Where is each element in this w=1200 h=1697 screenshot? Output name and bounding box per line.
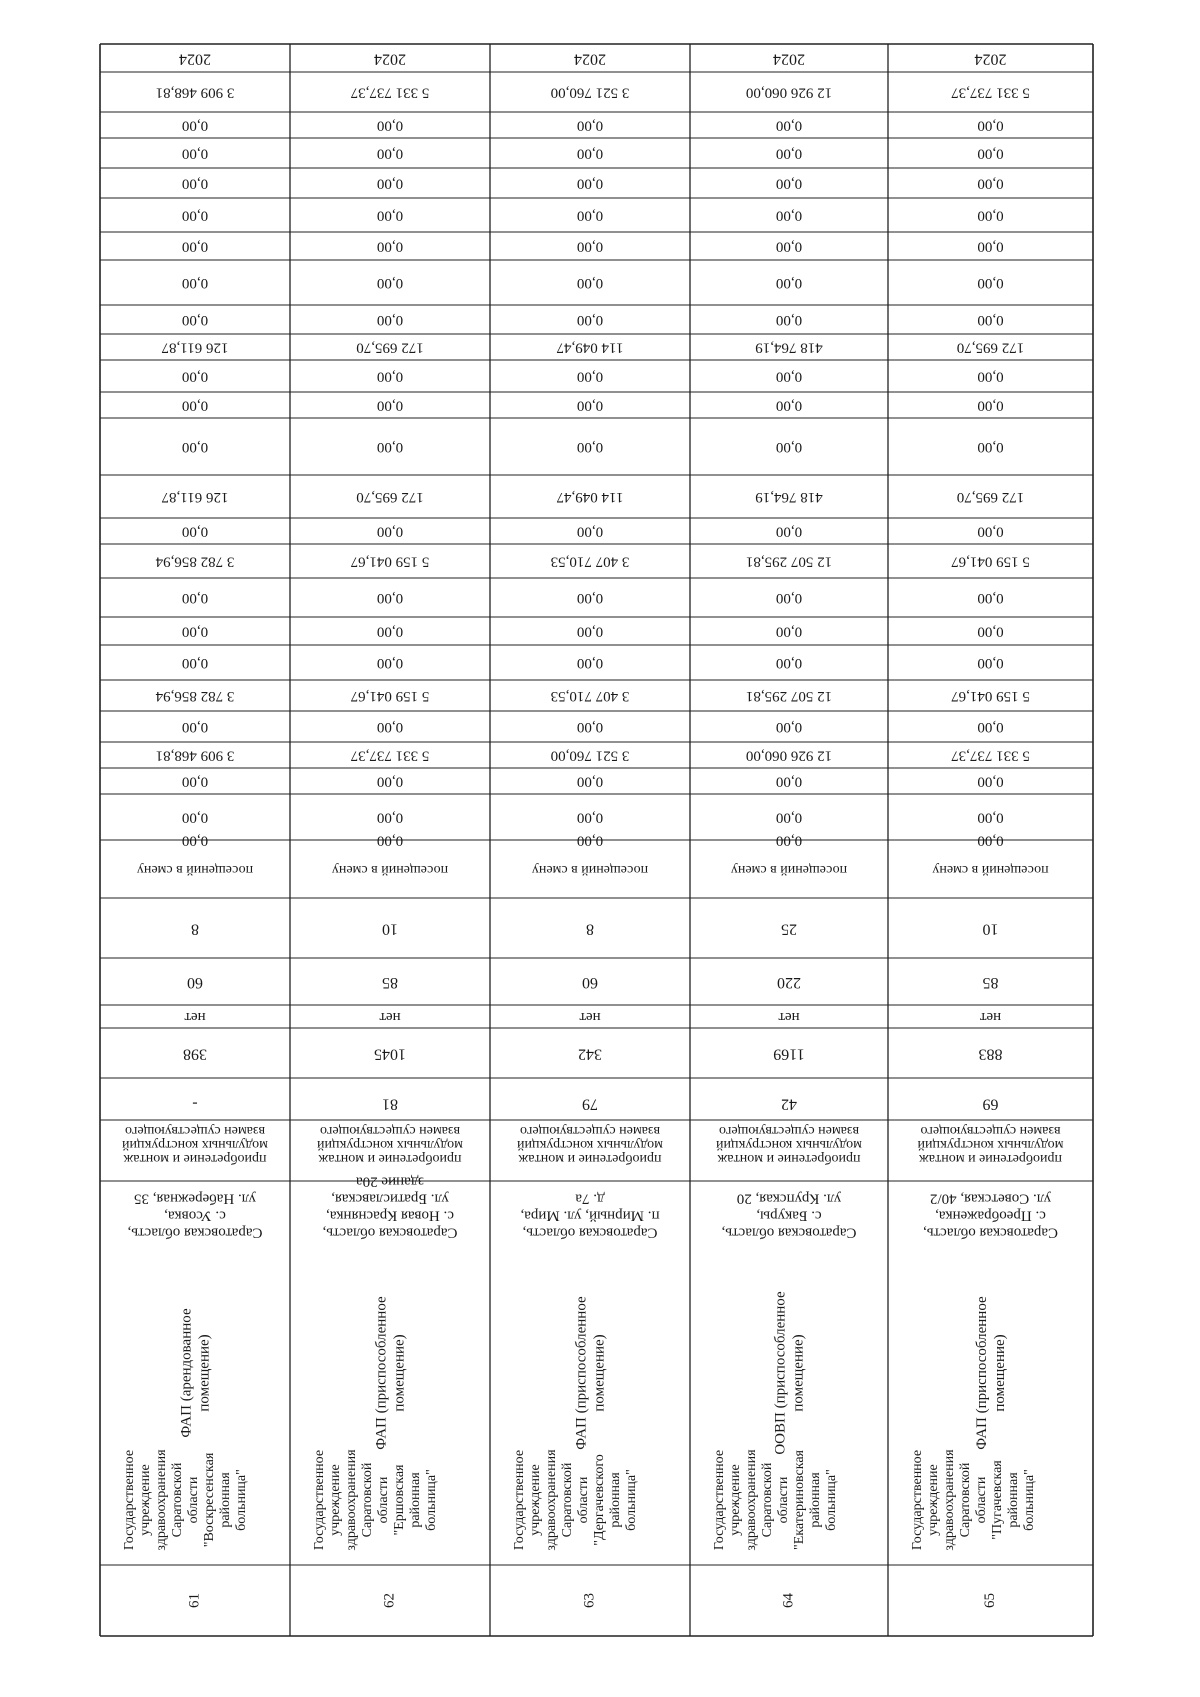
capacity-unit-cell: посещений в смену bbox=[531, 861, 649, 877]
flag-cell: нет bbox=[778, 1009, 800, 1026]
institution-line: больница" bbox=[234, 1469, 250, 1531]
amount-cell: 0,00 bbox=[181, 719, 209, 736]
amount-cell: 0,00 bbox=[977, 312, 1004, 329]
institution-line: "Екатериновская bbox=[792, 1449, 808, 1551]
amount-cell: 0,00 bbox=[376, 623, 404, 640]
amount-cell: 0,00 bbox=[376, 175, 404, 192]
area-cell: 60 bbox=[187, 973, 203, 991]
address-line: д. 7а bbox=[575, 1190, 605, 1207]
amount-cell: 0,00 bbox=[181, 832, 209, 849]
facility-type-line: ООВП (приспособленное bbox=[772, 1291, 789, 1455]
amount-cell: 0,00 bbox=[576, 719, 604, 736]
amount-cell: 126 611,87 bbox=[161, 339, 229, 356]
amount-cell: 0,00 bbox=[181, 623, 209, 640]
address-line: ул. Крупская, 20 bbox=[736, 1190, 842, 1207]
amount-cell: 0,00 bbox=[376, 312, 404, 329]
amount-cell: 5 331 737,37 bbox=[350, 84, 430, 101]
amount-cell: 0,00 bbox=[775, 145, 803, 162]
institution-line: больница" bbox=[624, 1469, 640, 1531]
population-cell: 398 bbox=[183, 1045, 207, 1063]
row-number: 64 bbox=[780, 1593, 797, 1608]
amount-cell: 0,00 bbox=[376, 719, 404, 736]
institution-line: учреждение bbox=[138, 1464, 154, 1536]
institution-line: Саратовской bbox=[170, 1462, 186, 1538]
amount-cell: 0,00 bbox=[576, 809, 604, 826]
work-description-line: приобретение и монтаж bbox=[919, 1150, 1062, 1166]
amount-cell: 0,00 bbox=[181, 275, 209, 292]
institution-line: Государственное bbox=[122, 1449, 138, 1551]
year-cell: 2024 bbox=[574, 50, 606, 68]
facility-type-line: ФАП (арендованное bbox=[178, 1308, 195, 1438]
amount-cell: 0,00 bbox=[181, 117, 209, 134]
amount-cell: 0,00 bbox=[977, 238, 1004, 255]
capacity-unit-cell: посещений в смену bbox=[730, 861, 848, 877]
amount-cell: 0,00 bbox=[181, 207, 209, 224]
facility-type-line: ФАП (приспособленное bbox=[573, 1296, 590, 1450]
year-built-cell: 69 bbox=[982, 1095, 999, 1113]
work-description-line: модульных конструкций bbox=[317, 1136, 463, 1152]
amount-cell: 0,00 bbox=[181, 590, 209, 607]
year-cell: 2024 bbox=[179, 50, 211, 68]
amount-cell: 3 521 760,00 bbox=[550, 84, 630, 101]
amount-cell: 12 507 295,81 bbox=[745, 553, 833, 570]
row-number: 61 bbox=[186, 1593, 203, 1608]
area-cell: 85 bbox=[982, 973, 999, 991]
amount-cell: 0,00 bbox=[977, 590, 1004, 607]
amount-cell: 3 407 710,53 bbox=[550, 553, 630, 570]
amount-cell: 0,00 bbox=[576, 623, 604, 640]
amount-cell: 126 611,87 bbox=[161, 489, 229, 506]
institution-line: Саратовской bbox=[958, 1462, 974, 1538]
population-cell: 883 bbox=[978, 1045, 1003, 1063]
address-line: Саратовская область, bbox=[522, 1224, 658, 1241]
amount-cell: 0,00 bbox=[775, 655, 803, 672]
amount-cell: 0,00 bbox=[576, 312, 604, 329]
address-line: здание 20а bbox=[355, 1173, 425, 1190]
work-description-line: модульных конструкций bbox=[716, 1136, 862, 1152]
amount-cell: 3 909 468,81 bbox=[155, 84, 235, 101]
amount-cell: 0,00 bbox=[977, 773, 1004, 790]
amount-cell: 0,00 bbox=[977, 523, 1004, 540]
institution-line: здравоохранения bbox=[154, 1449, 170, 1551]
institution-line: Саратовской bbox=[560, 1462, 576, 1538]
year-built-cell: - bbox=[192, 1095, 198, 1113]
capacity-cell: 25 bbox=[781, 920, 797, 938]
amount-cell: 0,00 bbox=[775, 312, 803, 329]
amount-cell: 0,00 bbox=[376, 655, 404, 672]
amount-cell: 0,00 bbox=[977, 397, 1004, 414]
amount-cell: 0,00 bbox=[376, 117, 404, 134]
facility-type-line: помещение) bbox=[196, 1334, 213, 1412]
amount-cell: 0,00 bbox=[576, 832, 604, 849]
amount-cell: 0,00 bbox=[181, 655, 209, 672]
amount-cell: 0,00 bbox=[181, 523, 209, 540]
row-number: 65 bbox=[981, 1593, 998, 1608]
amount-cell: 418 764,19 bbox=[755, 339, 823, 356]
amount-cell: 5 331 737,37 bbox=[350, 747, 430, 764]
institution-line: области bbox=[376, 1476, 392, 1524]
institution-line: "Дергачевского bbox=[592, 1454, 608, 1546]
amount-cell: 0,00 bbox=[181, 238, 209, 255]
amount-cell: 0,00 bbox=[376, 207, 404, 224]
amount-cell: 0,00 bbox=[376, 590, 404, 607]
amount-cell: 0,00 bbox=[576, 145, 604, 162]
amount-cell: 0,00 bbox=[376, 523, 404, 540]
amount-cell: 0,00 bbox=[181, 397, 209, 414]
institution-line: "Ершовская bbox=[392, 1464, 408, 1536]
work-description-line: взамен существующего bbox=[319, 1122, 461, 1138]
address-line: Саратовская область, bbox=[322, 1224, 458, 1241]
amount-cell: 0,00 bbox=[775, 207, 803, 224]
amount-cell: 0,00 bbox=[977, 809, 1004, 826]
amount-cell: 5 331 737,37 bbox=[951, 747, 1030, 764]
institution-line: Государственное bbox=[512, 1449, 528, 1551]
institution-line: "Пугачевская bbox=[990, 1460, 1006, 1540]
institution-line: учреждение bbox=[728, 1464, 744, 1536]
institution-line: районная bbox=[808, 1472, 824, 1528]
institution-line: учреждение bbox=[328, 1464, 344, 1536]
amount-cell: 5 159 041,67 bbox=[350, 688, 430, 705]
capacity-cell: 10 bbox=[982, 920, 999, 938]
amount-cell: 0,00 bbox=[977, 719, 1004, 736]
amount-cell: 3 407 710,53 bbox=[550, 688, 630, 705]
amount-cell: 0,00 bbox=[977, 145, 1004, 162]
amount-cell: 0,00 bbox=[576, 523, 604, 540]
institution-line: районная bbox=[608, 1472, 624, 1528]
amount-cell: 12 926 060,00 bbox=[745, 84, 833, 101]
work-description-line: приобретение и монтаж bbox=[518, 1150, 662, 1166]
address-line: с. Усовка, bbox=[164, 1207, 226, 1224]
capacity-cell: 8 bbox=[586, 920, 594, 938]
institution-line: области bbox=[186, 1476, 202, 1524]
amount-cell: 0,00 bbox=[977, 655, 1004, 672]
amount-cell: 0,00 bbox=[576, 207, 604, 224]
amount-cell: 0,00 bbox=[977, 207, 1004, 224]
facility-type-line: помещение) bbox=[391, 1334, 408, 1412]
amount-cell: 5 331 737,37 bbox=[951, 84, 1030, 101]
amount-cell: 0,00 bbox=[376, 773, 404, 790]
amount-cell: 0,00 bbox=[775, 523, 803, 540]
facility-type-line: ФАП (приспособленное bbox=[973, 1296, 990, 1450]
amount-cell: 0,00 bbox=[775, 175, 803, 192]
amount-cell: 0,00 bbox=[576, 368, 604, 385]
amount-cell: 0,00 bbox=[775, 623, 803, 640]
work-description-line: взамен существующего bbox=[124, 1122, 266, 1138]
amount-cell: 172 695,70 bbox=[356, 489, 424, 506]
institution-line: районная bbox=[218, 1472, 234, 1528]
amount-cell: 0,00 bbox=[576, 238, 604, 255]
flag-cell: нет bbox=[579, 1009, 601, 1026]
amount-cell: 172 695,70 bbox=[956, 489, 1025, 506]
amount-cell: 12 926 060,00 bbox=[745, 747, 833, 764]
year-built-cell: 79 bbox=[582, 1095, 598, 1113]
amount-cell: 0,00 bbox=[376, 238, 404, 255]
amount-cell: 0,00 bbox=[576, 439, 604, 456]
institution-line: Государственное bbox=[712, 1449, 728, 1551]
address-line: с. Новая Краснянка, bbox=[326, 1207, 454, 1224]
amount-cell: 0,00 bbox=[576, 117, 604, 134]
capacity-cell: 10 bbox=[382, 920, 398, 938]
work-description-line: приобретение и монтаж bbox=[318, 1150, 462, 1166]
amount-cell: 0,00 bbox=[775, 832, 803, 849]
amount-cell: 418 764,19 bbox=[755, 489, 823, 506]
row-number: 63 bbox=[581, 1593, 598, 1608]
amount-cell: 0,00 bbox=[376, 275, 404, 292]
work-description-line: приобретение и монтаж bbox=[123, 1150, 267, 1166]
institution-line: районная bbox=[1006, 1472, 1022, 1528]
amount-cell: 0,00 bbox=[775, 773, 803, 790]
amount-cell: 0,00 bbox=[977, 117, 1004, 134]
area-cell: 60 bbox=[582, 973, 598, 991]
amount-cell: 0,00 bbox=[775, 397, 803, 414]
amount-cell: 0,00 bbox=[775, 439, 803, 456]
work-description-line: взамен существующего bbox=[718, 1122, 860, 1138]
amount-cell: 5 159 041,67 bbox=[951, 688, 1030, 705]
amount-cell: 0,00 bbox=[181, 439, 209, 456]
amount-cell: 0,00 bbox=[181, 175, 209, 192]
institution-line: здравоохранения bbox=[942, 1449, 958, 1551]
amount-cell: 0,00 bbox=[181, 368, 209, 385]
institution-line: учреждение bbox=[528, 1464, 544, 1536]
amount-cell: 0,00 bbox=[775, 117, 803, 134]
amount-cell: 0,00 bbox=[181, 312, 209, 329]
amount-cell: 114 049,47 bbox=[556, 339, 624, 356]
institution-line: учреждение bbox=[926, 1464, 942, 1536]
capacity-cell: 8 bbox=[191, 920, 199, 938]
year-cell: 2024 bbox=[374, 50, 406, 68]
institution-line: больница" bbox=[824, 1469, 840, 1531]
institution-line: больница" bbox=[1022, 1469, 1038, 1531]
amount-cell: 0,00 bbox=[181, 809, 209, 826]
amount-cell: 0,00 bbox=[376, 809, 404, 826]
institution-line: области bbox=[576, 1476, 592, 1524]
amount-cell: 0,00 bbox=[376, 832, 404, 849]
institution-line: "Воскресенская bbox=[202, 1452, 218, 1548]
row-number: 62 bbox=[381, 1593, 398, 1608]
institution-line: области bbox=[776, 1476, 792, 1524]
address-line: ул. Набережная, 35 bbox=[133, 1190, 257, 1207]
amount-cell: 3 782 856,94 bbox=[155, 553, 235, 570]
amount-cell: 5 159 041,67 bbox=[350, 553, 430, 570]
address-line: ул. Советская, 40/2 bbox=[929, 1190, 1052, 1207]
year-cell: 2024 bbox=[773, 50, 805, 68]
flag-cell: нет bbox=[979, 1009, 1002, 1026]
amount-cell: 3 909 468,81 bbox=[155, 747, 235, 764]
capacity-unit-cell: посещений в смену bbox=[136, 861, 254, 877]
amount-cell: 0,00 bbox=[576, 275, 604, 292]
amount-cell: 0,00 bbox=[977, 275, 1004, 292]
area-cell: 85 bbox=[382, 973, 398, 991]
flag-cell: нет bbox=[184, 1009, 206, 1026]
amount-cell: 12 507 295,81 bbox=[745, 688, 833, 705]
work-description-line: взамен существующего bbox=[920, 1122, 1061, 1138]
address-line: ул. Братиславская, bbox=[331, 1190, 449, 1207]
amount-cell: 0,00 bbox=[376, 145, 404, 162]
institution-line: Государственное bbox=[910, 1449, 926, 1551]
institution-line: Саратовской bbox=[760, 1462, 776, 1538]
amount-cell: 172 695,70 bbox=[356, 339, 424, 356]
institution-line: здравоохранения bbox=[344, 1449, 360, 1551]
population-cell: 1169 bbox=[773, 1045, 805, 1063]
amount-cell: 0,00 bbox=[775, 275, 803, 292]
amount-cell: 114 049,47 bbox=[556, 489, 624, 506]
amount-cell: 3 521 760,00 bbox=[550, 747, 630, 764]
amount-cell: 172 695,70 bbox=[956, 339, 1025, 356]
amount-cell: 0,00 bbox=[775, 719, 803, 736]
amount-cell: 0,00 bbox=[376, 439, 404, 456]
amount-cell: 0,00 bbox=[376, 368, 404, 385]
amount-cell: 5 159 041,67 bbox=[951, 553, 1030, 570]
amount-cell: 0,00 bbox=[775, 368, 803, 385]
facility-type-line: ФАП (приспособленное bbox=[373, 1296, 390, 1450]
amount-cell: 0,00 bbox=[576, 397, 604, 414]
facility-type-line: помещение) bbox=[591, 1334, 608, 1412]
institution-line: районная bbox=[408, 1472, 424, 1528]
work-description-line: модульных конструкций bbox=[917, 1136, 1064, 1152]
address-line: с. Преображенка, bbox=[935, 1207, 1046, 1224]
institution-line: больница" bbox=[424, 1469, 440, 1531]
amount-cell: 3 782 856,94 bbox=[155, 688, 235, 705]
institution-line: Государственное bbox=[312, 1449, 328, 1551]
year-cell: 2024 bbox=[974, 50, 1007, 68]
address-line: Саратовская область, bbox=[721, 1224, 857, 1241]
capacity-unit-cell: посещений в смену bbox=[932, 861, 1049, 877]
work-description-line: приобретение и монтаж bbox=[717, 1150, 861, 1166]
amount-cell: 0,00 bbox=[977, 368, 1004, 385]
work-description-line: модульных конструкций bbox=[122, 1136, 268, 1152]
work-description-line: взамен существующего bbox=[519, 1122, 661, 1138]
facility-type-line: помещение) bbox=[790, 1334, 807, 1412]
address-line: с. Бакуры, bbox=[756, 1207, 822, 1224]
population-cell: 342 bbox=[578, 1045, 602, 1063]
address-line: Саратовская область, bbox=[922, 1224, 1059, 1241]
amount-cell: 0,00 bbox=[181, 145, 209, 162]
institution-line: Саратовской bbox=[360, 1462, 376, 1538]
amount-cell: 0,00 bbox=[376, 397, 404, 414]
amount-cell: 0,00 bbox=[977, 832, 1004, 849]
institution-line: здравоохранения bbox=[744, 1449, 760, 1551]
amount-cell: 0,00 bbox=[576, 773, 604, 790]
amount-cell: 0,00 bbox=[576, 590, 604, 607]
amount-cell: 0,00 bbox=[977, 175, 1004, 192]
institution-line: здравоохранения bbox=[544, 1449, 560, 1551]
amount-cell: 0,00 bbox=[576, 175, 604, 192]
amount-cell: 0,00 bbox=[775, 238, 803, 255]
area-cell: 220 bbox=[777, 973, 801, 991]
population-cell: 1045 bbox=[374, 1045, 406, 1063]
year-built-cell: 81 bbox=[382, 1095, 398, 1113]
address-line: п. Мирный, ул. Мира, bbox=[520, 1207, 660, 1224]
amount-cell: 0,00 bbox=[977, 439, 1004, 456]
amount-cell: 0,00 bbox=[775, 590, 803, 607]
facility-type-line: помещение) bbox=[991, 1334, 1008, 1412]
amount-cell: 0,00 bbox=[977, 623, 1004, 640]
work-description-line: модульных конструкций bbox=[517, 1136, 663, 1152]
institution-line: области bbox=[974, 1476, 990, 1524]
amount-cell: 0,00 bbox=[576, 655, 604, 672]
address-line: Саратовская область, bbox=[127, 1224, 263, 1241]
capacity-unit-cell: посещений в смену bbox=[331, 861, 449, 877]
amount-cell: 0,00 bbox=[775, 809, 803, 826]
flag-cell: нет bbox=[379, 1009, 401, 1026]
year-built-cell: 42 bbox=[781, 1095, 797, 1113]
amount-cell: 0,00 bbox=[181, 773, 209, 790]
